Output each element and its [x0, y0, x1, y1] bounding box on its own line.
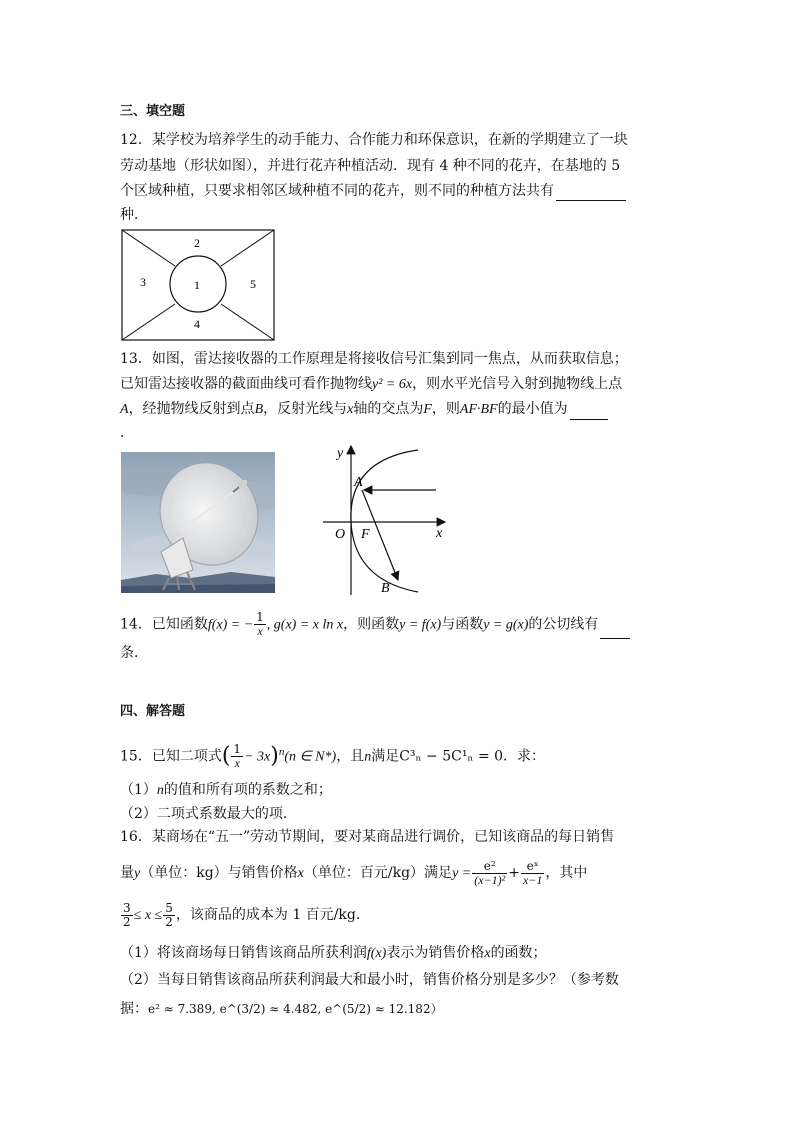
q13-line1: 13．如图，雷达接收器的工作原理是将接收信号汇集到同一焦点，从而获取信息；: [120, 351, 628, 367]
region-label-5: 5: [250, 277, 256, 291]
point-b-label: B: [381, 581, 390, 596]
q14-fraction: $\frac{1}{x}$: [256, 610, 264, 638]
q15-line1: 15．已知二项式( $\frac{1}{x}$ − 3x)$^n$(n ∈ N*)，且n满足C³ₙ − 5C¹ₙ = 0．求：: [120, 742, 546, 771]
point-a-label: A: [354, 475, 363, 490]
parabola-reflection-graph: [318, 440, 452, 600]
region-label-1: 1: [194, 278, 200, 292]
q14-line2: 条．: [120, 645, 148, 661]
q12-line4: 种．: [120, 207, 148, 223]
y-axis-label: y: [337, 446, 344, 461]
q12-answer-blank[interactable]: [556, 186, 626, 201]
q16-line1: 16．某商场在“五一”劳动节期间，要对某商品进行调价，已知该商品的每日销售: [120, 829, 615, 845]
q16-range-lower: $\frac{3}{2}$: [123, 900, 131, 929]
q16-range-upper: $\frac{5}{2}$: [165, 900, 173, 929]
q16-fraction-1: $\frac{\text{e²}}{\text{(x−1)²}}$: [474, 858, 506, 887]
q16-line3: $\frac{3}{2}$ ≤ x ≤ $\frac{5}{2}$ ，该商品的成本为 1 百元/kg．: [123, 900, 370, 929]
q16-sub1: （1）将该商场每日销售该商品所获利润f(x)表示为销售价格x的函数；: [120, 945, 547, 961]
q16-reference-data: 据：e² ≈ 7.389, e^(3/2) ≈ 4.482, e^(5/2) ≈ 12.182）: [120, 1001, 443, 1017]
q14-line1: 14．已知函数f(x) = − $\frac{1}{x}$ , g(x) = x ln x，则函数y = f(x)与函数y = g(x)的公切线有: [120, 611, 630, 639]
region-label-4: 4: [194, 317, 200, 331]
q13-line4: ．: [120, 425, 134, 441]
parabola-curve: [351, 450, 418, 592]
q15-fraction: $\frac{1}{x}$: [233, 742, 242, 771]
focus-label: F: [361, 527, 370, 542]
q16-line2: 量y（单位：kg）与销售价格x（单位：百元/kg）满足y = $\frac{\text{e²}}{\text{(x−1)²}}$ + $\frac{\text{eˣ}}{x-1}$ ，其中: [120, 858, 588, 887]
q13-line3: A，经抛物线反射到点B，反射光线与x轴的交点为F，则AF·BF的最小值为: [120, 399, 608, 420]
x-axis-label: x: [436, 526, 443, 541]
region-label-3: 3: [140, 275, 146, 289]
q12-line2: 劳动基地（形状如图），并进行花卉种植活动．现有 4 种不同的花卉，在基地的 5: [120, 158, 621, 174]
parabola-equation: y² = 6x: [372, 377, 413, 392]
q12-line3-text: 个区域种植，只要求相邻区域种植不同的花卉，则不同的种植方法共有: [120, 183, 554, 199]
q12-line3: [120, 181, 626, 201]
q12-line1: 12．某学校为培养学生的动手能力、合作能力和环保意识，在新的学期建立了一块: [120, 132, 628, 148]
section-title-answer: 四、解答题: [120, 704, 186, 719]
q16-sub2: （2）当每日销售该商品所获利润最大和最小时，销售价格分别是多少？（参考数: [120, 972, 619, 988]
q15-sub1: （1）n的值和所有项的系数之和；: [120, 782, 332, 798]
region-label-2: 2: [194, 236, 200, 250]
q15-sub2: （2）二项式系数最大的项．: [120, 806, 297, 822]
radar-dish-photo: [121, 452, 275, 593]
q16-fraction-2: $\frac{\text{eˣ}}{x-1}$: [522, 858, 543, 887]
q13-answer-blank[interactable]: [570, 405, 608, 420]
section-title-fill: 三、填空题: [120, 104, 186, 119]
origin-label: O: [335, 527, 346, 542]
q14-answer-blank[interactable]: [600, 624, 630, 639]
planting-field-diagram: [120, 228, 276, 342]
q13-line2: 已知雷达接收器的截面曲线可看作抛物线y² = 6x，则水平光信号入射到抛物线上点: [120, 376, 623, 392]
